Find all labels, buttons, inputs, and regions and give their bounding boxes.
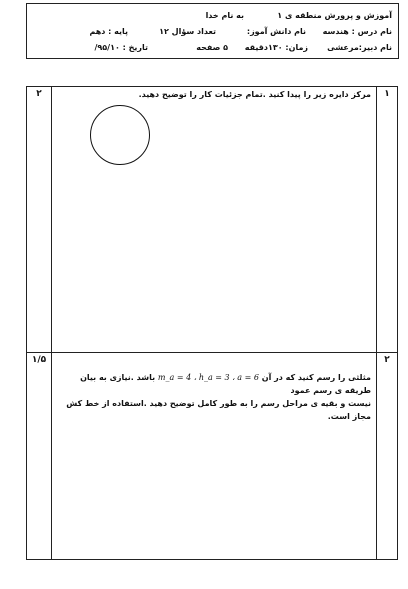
exam-header — [26, 3, 399, 59]
formula: m_a = 4 ، h_a = 3 ، a = 6 — [157, 373, 259, 382]
question-number: ۱ — [384, 89, 390, 99]
number-column-divider — [376, 87, 377, 559]
header-grade: پایه : دهم — [89, 27, 128, 36]
circle-figure — [90, 105, 150, 165]
question-text: مثلثی را رسم کنید که در آن m_a = 4 ، h_a = 3 ، a = 6 باشد .نیازی به بیان طریقه ی رسم عمود نیست و بقیه ی مراحل رسم را به طور کامل توضیح دهید .استفاده از خط کش مجاز است. — [66, 373, 371, 421]
header-bismillah: به نام خدا — [205, 11, 244, 20]
header-subject: نام درس : هندسه — [322, 27, 392, 36]
question-score: ۱/۵ — [31, 355, 47, 365]
question-table — [26, 86, 398, 560]
header-student-name: نام دانش آموز: — [246, 27, 306, 36]
score-column-divider — [51, 87, 52, 559]
header-teacher: نام دبیر:مرعشی — [327, 43, 392, 52]
question-score: ۲ — [36, 89, 42, 99]
header-question-count: تعداد سؤال ۱۲ — [159, 27, 216, 36]
header-pages: ۵ صفحه — [196, 43, 228, 52]
row-divider — [27, 352, 397, 353]
header-date: تاریخ : ۹۵/۱۰/ — [94, 43, 148, 52]
header-region: آموزش و پرورش منطقه ی ۱ — [277, 11, 392, 20]
header-time: زمان: ۱۳۰دقیقه — [244, 43, 308, 52]
question-text: مرکز دایره زیر را پیدا کنید .تمام جزئیات کار را توضیح دهید. — [138, 90, 371, 99]
question-number: ۲ — [384, 355, 390, 365]
